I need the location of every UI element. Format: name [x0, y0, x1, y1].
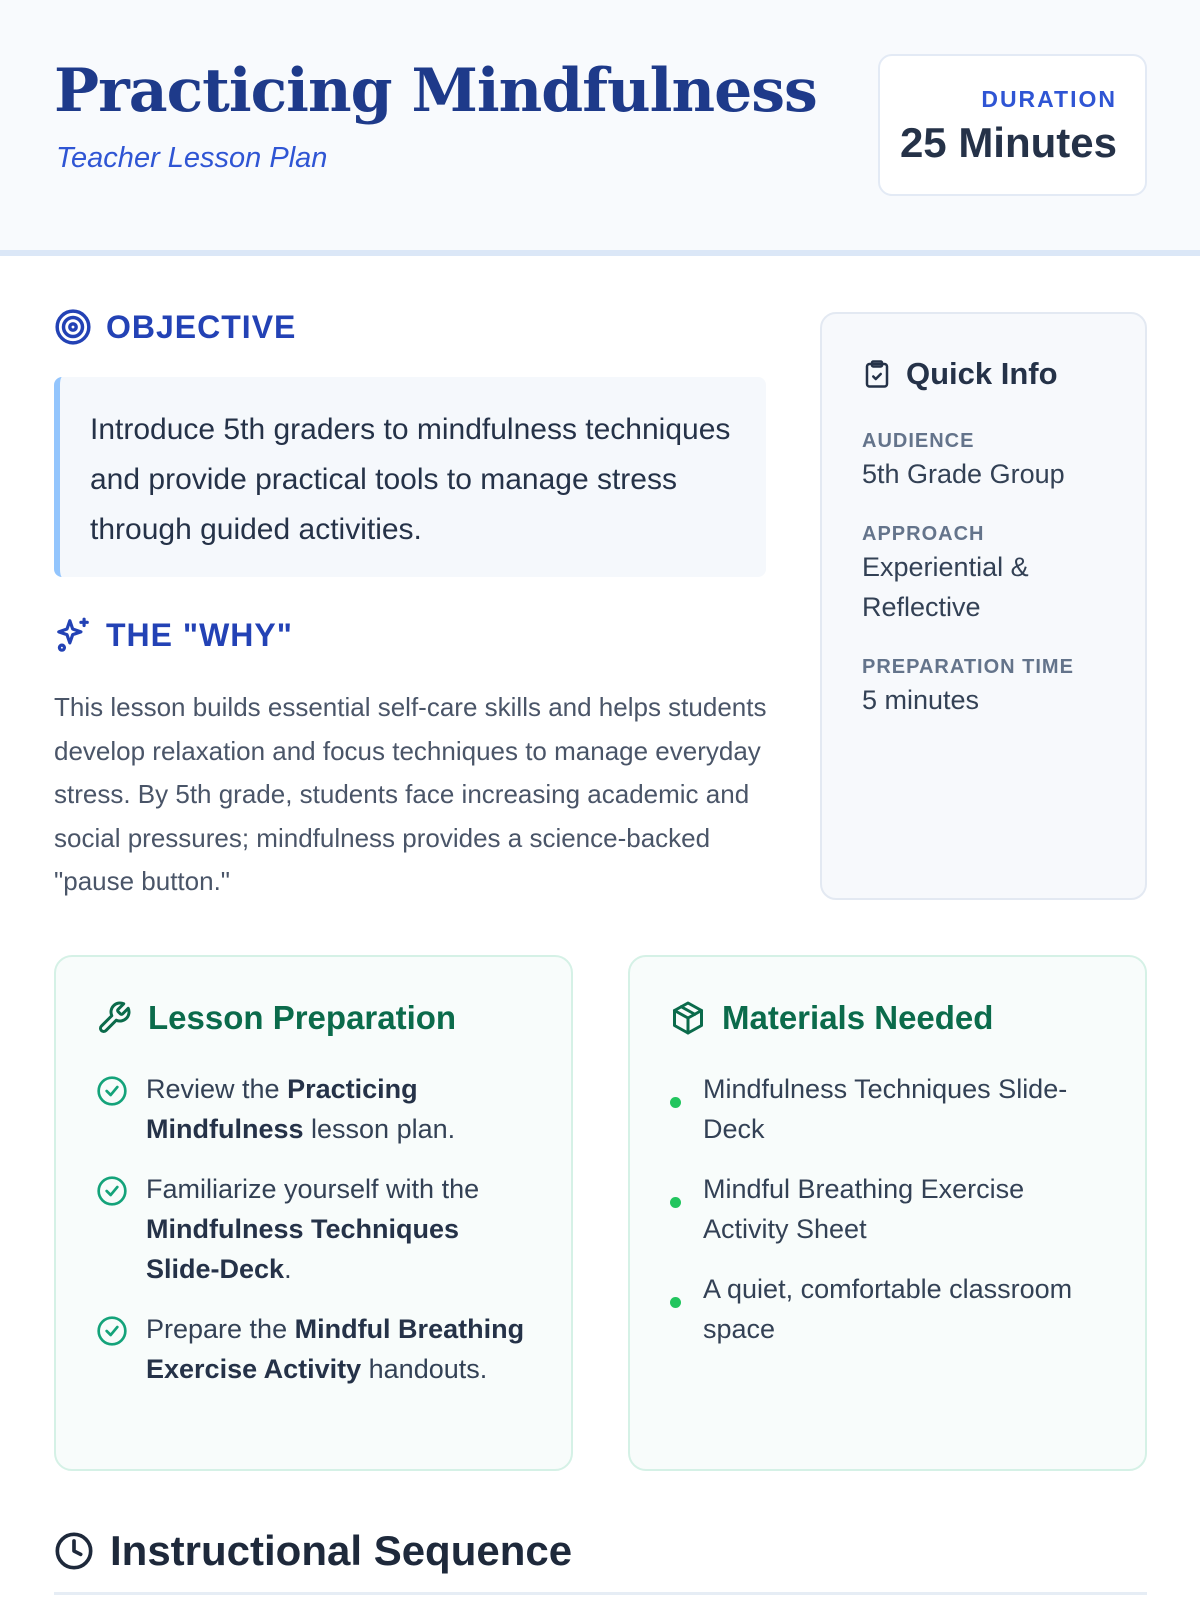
prep-item-text-pre: Familiarize yourself with the	[146, 1174, 480, 1204]
page-title: Practicing Mindfulness	[54, 56, 817, 126]
why-text: This lesson builds essential self-care skills and helps students develop relaxation and focus techniques to manage everyday stress. By 5th grade, students face increasing academic and social pressures; mindfulness provides a science-backed "pause button."	[54, 692, 767, 896]
instructional-sequence-heading	[54, 1527, 572, 1575]
bullet-dot-icon	[670, 1297, 681, 1308]
check-circle-icon	[96, 1175, 128, 1207]
approach-label: APPROACH	[862, 523, 985, 545]
quick-info-card	[820, 312, 1147, 900]
prep-item-text-bold: Mindful Breathing Exercise Activity	[146, 1314, 525, 1384]
lesson-preparation-card	[54, 955, 573, 1471]
audience-label: AUDIENCE	[862, 430, 975, 452]
why-heading	[54, 616, 293, 654]
objective-text: Introduce 5th graders to mindfulness techniques and provide practical tools to manage stress through guided activities.	[54, 377, 766, 577]
material-item-text: Mindful Breathing Exercise Activity Sheet	[703, 1174, 1025, 1244]
quick-info-title-label: Quick Info	[906, 356, 1058, 391]
prep-item-text-bold: Mindfulness Techniques Slide-Deck	[146, 1214, 460, 1284]
target-icon	[54, 308, 92, 346]
material-item-text: A quiet, comfortable classroom space	[703, 1274, 1073, 1344]
objective-heading	[54, 308, 296, 346]
check-circle-icon	[96, 1315, 128, 1347]
materials-needed-title	[670, 999, 993, 1037]
bullet-dot-icon	[670, 1097, 681, 1108]
prep-item-text-post: lesson plan.	[303, 1114, 456, 1144]
prep-item-text-post: handouts.	[361, 1354, 488, 1384]
prep-item-text-bold: Practicing Mindfulness	[146, 1074, 418, 1144]
section-divider	[54, 1592, 1147, 1595]
wrench-icon	[96, 1000, 132, 1036]
audience-value: 5th Grade Group	[862, 459, 1065, 489]
prep-item-text-post: .	[284, 1254, 292, 1284]
duration-card	[878, 54, 1147, 196]
material-item-text: Mindfulness Techniques Slide-Deck	[703, 1074, 1068, 1144]
duration-label: DURATION	[981, 86, 1117, 112]
material-item	[670, 1269, 1110, 1349]
materials-needed-card	[628, 955, 1147, 1471]
material-item	[670, 1069, 1110, 1149]
why-heading-label: THE "WHY"	[106, 616, 293, 653]
prep-item	[96, 1309, 536, 1389]
material-item	[670, 1169, 1110, 1249]
quick-info-title	[862, 356, 1058, 392]
instructional-sequence-label: Instructional Sequence	[110, 1527, 573, 1574]
lesson-preparation-title-label: Lesson Preparation	[148, 999, 457, 1036]
lesson-header	[0, 0, 1200, 256]
prep-item-text	[146, 1169, 536, 1289]
duration-value: 25 Minutes	[899, 119, 1117, 166]
sparkles-icon	[54, 616, 92, 654]
prep-time-label: PREPARATION TIME	[862, 656, 1074, 678]
prep-item-text	[146, 1069, 536, 1149]
package-icon	[670, 1000, 706, 1036]
prep-item	[96, 1169, 536, 1289]
page-subtitle: Teacher Lesson Plan	[56, 142, 328, 174]
clipboard-check-icon	[862, 358, 892, 390]
prep-time-value: 5 minutes	[862, 685, 980, 715]
clock-icon	[54, 1531, 94, 1571]
approach-value: Experiential & Reflective	[862, 552, 1029, 622]
prep-item-text-pre: Review the	[146, 1074, 288, 1104]
prep-item-text-pre: Prepare the	[146, 1314, 295, 1344]
bullet-dot-icon	[670, 1197, 681, 1208]
objective-heading-label: OBJECTIVE	[106, 308, 297, 345]
prep-item-text	[146, 1309, 536, 1389]
lesson-preparation-title	[96, 999, 456, 1037]
prep-item	[96, 1069, 536, 1149]
check-circle-icon	[96, 1075, 128, 1107]
materials-needed-title-label: Materials Needed	[722, 999, 994, 1036]
